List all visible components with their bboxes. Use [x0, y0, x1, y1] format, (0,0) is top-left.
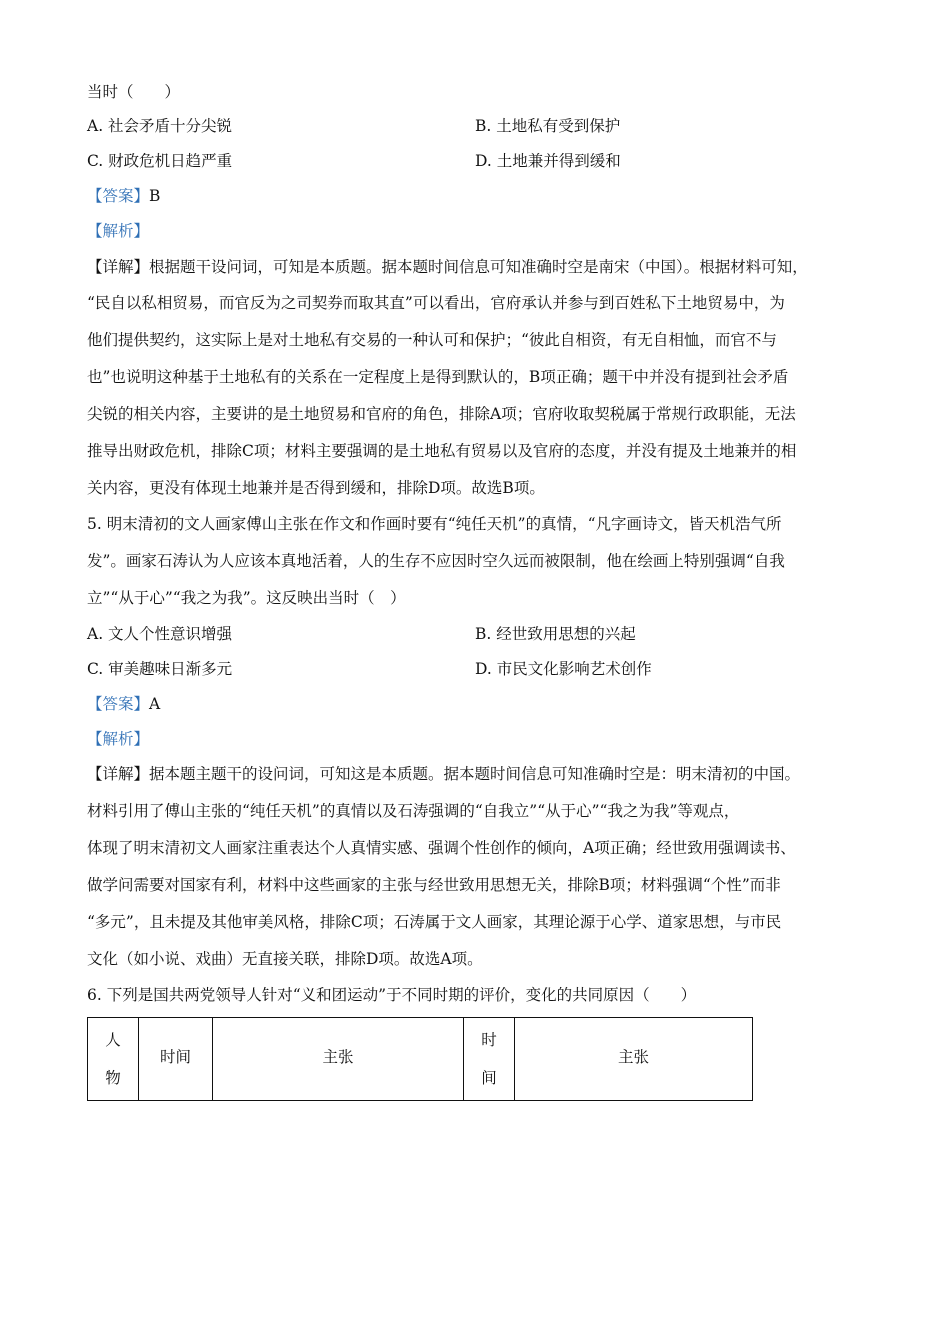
cell-text: 时: [481, 1031, 497, 1049]
q4-option-c: C. 财政危机日趋严重: [87, 152, 233, 170]
q4-answer: [87, 186, 160, 206]
q6-table: [87, 1017, 753, 1101]
header-cell-claim-2: 主张: [515, 1018, 753, 1101]
detail-label: 【详解】: [87, 258, 150, 276]
q5-analysis-label: 【解析】: [87, 730, 150, 748]
answer-label: 【答案】: [87, 695, 150, 713]
q5-option-d: D. 市民文化影响艺术创作: [475, 660, 652, 678]
q4-option-b: B. 土地私有受到保护: [475, 117, 621, 135]
table-row: [88, 1018, 753, 1101]
q4-analysis-label: 【解析】: [87, 222, 150, 240]
answer-value: B: [149, 187, 161, 205]
header-cell-time: 时间: [139, 1018, 213, 1101]
q4-detail-line: 也”也说明这种基于土地私有的关系在一定程度上是得到默认的，B项正确；题干中并没有提到社会矛盾: [87, 368, 789, 386]
cell-text: 人: [105, 1031, 121, 1049]
header-cell-claim: 主张: [213, 1018, 464, 1101]
answer-label: 【答案】: [87, 187, 150, 205]
cell-text: 间: [481, 1069, 497, 1087]
detail-text: 根据题干设问词，可知是本质题。据本题时间信息可知准确时空是南宋（中国）。根据材料可知，: [149, 258, 808, 276]
q5-option-c: C. 审美趣味日渐多元: [87, 660, 233, 678]
detail-label: 【详解】: [87, 765, 150, 783]
q4-detail-line: 他们提供契约，这实际上是对土地私有交易的一种认可和保护；“彼此自相资，有无自相恤，而官不与: [87, 331, 777, 349]
q4-detail-line: “民自以私相贸易，而官反为之司契券而取其直”可以看出，官府承认并参与到百姓私下土地贸易中，为: [87, 294, 785, 312]
cell-text: 物: [105, 1069, 121, 1087]
q4-stem-tail: 当时（ ）: [87, 83, 181, 101]
header-cell-person: [88, 1018, 139, 1101]
q4-option-d: D. 土地兼并得到缓和: [475, 152, 621, 170]
q5-stem-line: 发”。画家石涛认为人应该本真地活着，人的生存不应因时空久远而被限制，他在绘画上特别强调“自我: [87, 552, 785, 570]
q5-detail-line: 文化（如小说、戏曲）无直接关联，排除D项。故选A项。: [87, 950, 483, 968]
q5-option-b: B. 经世致用思想的兴起: [475, 625, 636, 643]
q5-option-a: A. 文人个性意识增强: [87, 625, 233, 643]
q5-stem-line: 5. 明末清初的文人画家傅山主张在作文和作画时要有“纯任天机”的真情，“凡字画诗文，皆天机浩气所: [87, 515, 782, 533]
q5-detail-line: [87, 764, 800, 784]
detail-text: 据本题主题干的设问词，可知这是本质题。据本题时间信息可知准确时空是：明末清初的中国。: [149, 765, 801, 783]
answer-value: A: [149, 695, 161, 713]
q4-detail-line: 推导出财政危机，排除C项；材料主要强调的是土地私有贸易以及官府的态度，并没有提及土地兼并的相: [87, 442, 797, 460]
q6-stem: 6. 下列是国共两党领导人针对“义和团运动”于不同时期的评价，变化的共同原因（ ）: [87, 986, 697, 1004]
q5-detail-line: 材料引用了傅山主张的“纯任天机”的真情以及石涛强调的“自我立”“从于心”“我之为我”等观点，: [87, 802, 740, 820]
q4-detail-line: [87, 257, 808, 277]
q4-option-a: A. 社会矛盾十分尖锐: [87, 117, 233, 135]
header-cell-time-2: [464, 1018, 515, 1101]
q5-answer: [87, 694, 160, 714]
q5-detail-line: “多元”，且未提及其他审美风格，排除C项；石涛属于文人画家，其理论源于心学、道家思想，与市民: [87, 913, 782, 931]
q5-stem-line: 立”“从于心”“我之为我”。这反映出当时（ ）: [87, 589, 406, 607]
q4-detail-line: 关内容，更没有体现土地兼并是否得到缓和，排除D项。故选B项。: [87, 479, 545, 497]
q5-detail-line: 体现了明末清初文人画家注重表达个人真情实感、强调个性创作的倾向，A项正确；经世致用强调读书、: [87, 839, 796, 857]
q5-detail-line: 做学问需要对国家有利，材料中这些画家的主张与经世致用思想无关，排除B项；材料强调“个性”而非: [87, 876, 781, 894]
q4-detail-line: 尖锐的相关内容，主要讲的是土地贸易和官府的角色，排除A项；官府收取契税属于常规行政职能，无法: [87, 405, 796, 423]
